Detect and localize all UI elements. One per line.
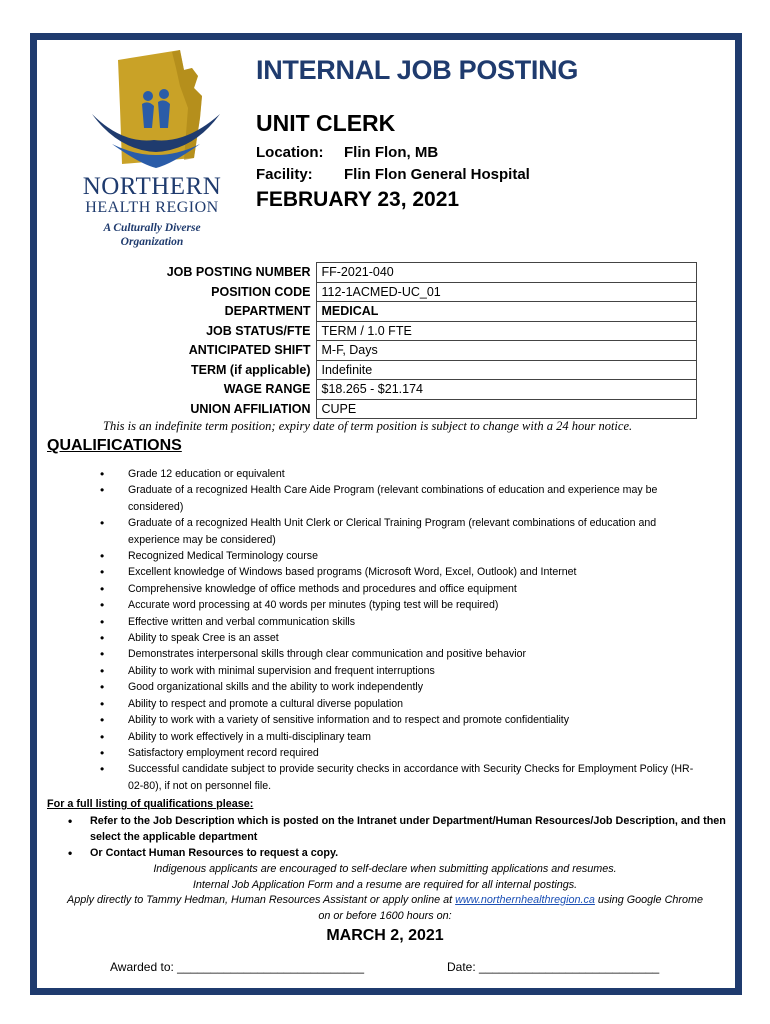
facility-value: Flin Flon General Hospital	[344, 166, 530, 183]
details-value: 112-1ACMED-UC_01	[316, 282, 697, 302]
qualification-item: • Successful candidate subject to provide security checks in accordance with Security Checks for Employment Policy (HR-02-80), if not on personnel file.	[100, 761, 700, 794]
details-row	[79, 360, 697, 380]
details-row	[79, 399, 697, 419]
posting-date: FEBRUARY 23, 2021	[256, 188, 460, 211]
northern-health-region-logo	[72, 48, 232, 253]
awarded-to-field[interactable]: Awarded to: ____________________________	[110, 960, 365, 974]
full-listing-list	[68, 813, 728, 861]
qualification-item: • Recognized Medical Terminology course	[100, 548, 700, 564]
qualification-item: • Demonstrates interpersonal skills through clear communication and positive behavior	[100, 646, 700, 662]
qualification-item: • Ability to work effectively in a multi-disciplinary team	[100, 729, 700, 745]
details-label: JOB STATUS/FTE	[79, 321, 316, 341]
logo-wordmark-northern: NORTHERN	[82, 173, 222, 200]
details-row	[79, 321, 697, 341]
closing-date: MARCH 2, 2021	[326, 927, 444, 944]
qualification-item: • Excellent knowledge of Windows based programs (Microsoft Word, Excel, Outlook) and Internet	[100, 564, 700, 580]
details-value: Indefinite	[316, 360, 697, 380]
indigenous-note: Indigenous applicants are encouraged to self-declare when submitting applications and resumes.	[153, 863, 617, 875]
details-row	[79, 380, 697, 400]
qualification-item: • Grade 12 education or equivalent	[100, 466, 700, 482]
qualification-item: • Effective written and verbal communication skills	[100, 614, 700, 630]
details-label: WAGE RANGE	[79, 380, 316, 400]
details-label: JOB POSTING NUMBER	[79, 263, 316, 283]
qualification-item: • Ability to work with minimal supervision and frequent interruptions	[100, 663, 700, 679]
details-label: TERM (if applicable)	[79, 360, 316, 380]
apply-prefix: Apply directly to Tammy Hedman, Human Resources Assistant or apply online at	[67, 894, 456, 906]
details-value: CUPE	[316, 399, 697, 419]
details-value: MEDICAL	[316, 302, 697, 322]
qualification-item: • Graduate of a recognized Health Unit Clerk or Clerical Training Program (relevant combinations of education and experience may be considered)	[100, 515, 700, 548]
details-row	[79, 263, 697, 283]
apply-note	[36, 894, 734, 906]
logo-wordmark-health-region: HEALTH REGION	[85, 199, 219, 216]
details-row	[79, 282, 697, 302]
qualification-item: • Good organizational skills and the ability to work independently	[100, 679, 700, 695]
details-row	[79, 302, 697, 322]
qualifications-list	[100, 466, 700, 794]
qualification-item: • Ability to respect and promote a cultural diverse population	[100, 696, 700, 712]
qualification-item: • Ability to work with a variety of sensitive information and to respect and promote confidentiality	[100, 712, 700, 728]
details-label: POSITION CODE	[79, 282, 316, 302]
full-listing-heading: For a full listing of qualifications please:	[47, 798, 254, 810]
details-row	[79, 341, 697, 361]
details-label: DEPARTMENT	[79, 302, 316, 322]
details-value: TERM / 1.0 FTE	[316, 321, 697, 341]
qualification-item: • Ability to speak Cree is an asset	[100, 630, 700, 646]
location-label: Location:	[256, 144, 324, 161]
qualification-item: • Graduate of a recognized Health Care Aide Program (relevant combinations of education and experience may be considered)	[100, 482, 700, 515]
deadline-note: on or before 1600 hours on:	[318, 910, 452, 922]
term-note: This is an indefinite term position; expiry date of term position is subject to change with a 24 hour notice.	[103, 419, 633, 433]
posting-title: INTERNAL JOB POSTING	[256, 55, 579, 85]
facility-line	[256, 166, 530, 183]
qualifications-heading: QUALIFICATIONS	[47, 437, 182, 454]
manitoba-map-icon	[72, 48, 232, 173]
qualification-item: • Satisfactory employment record required	[100, 745, 700, 761]
qualification-item: • Comprehensive knowledge of office methods and procedures and office equipment	[100, 581, 700, 597]
location-value: Flin Flon, MB	[344, 144, 439, 161]
full-listing-item: • Or Contact Human Resources to request a copy.	[68, 845, 728, 861]
qualification-item: • Accurate word processing at 40 words per minutes (typing test will be required)	[100, 597, 700, 613]
logo-tagline: A Culturally Diverse Organization	[103, 222, 201, 248]
full-listing-item: • Refer to the Job Description which is posted on the Intranet under Department/Human Resources/Job Description, and then select the applicable department	[68, 813, 728, 845]
location-line	[256, 144, 438, 161]
website-link[interactable]: www.northernhealthregion.ca	[455, 894, 595, 906]
details-label: UNION AFFILIATION	[79, 399, 316, 419]
position-title: UNIT CLERK	[256, 110, 396, 136]
date-field[interactable]: Date: ___________________________	[447, 960, 660, 974]
details-label: ANTICIPATED SHIFT	[79, 341, 316, 361]
details-value: FF-2021-040	[316, 263, 697, 283]
details-value: $18.265 - $21.174	[316, 380, 697, 400]
facility-label: Facility:	[256, 166, 313, 183]
apply-suffix: using Google Chrome	[594, 894, 703, 906]
details-value: M-F, Days	[316, 341, 697, 361]
job-details-table	[79, 262, 697, 419]
internal-form-note: Internal Job Application Form and a resume are required for all internal postings.	[192, 879, 578, 891]
